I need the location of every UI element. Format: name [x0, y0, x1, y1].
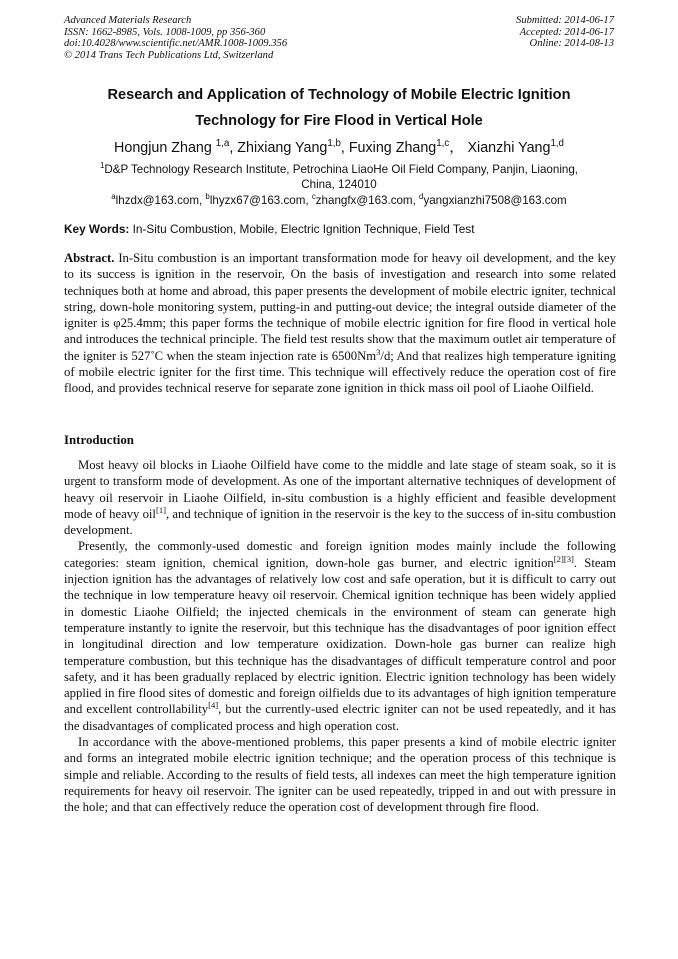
- affiliation: $^1$D&P Technology Research Institute, Petrochina LiaoHe Oil Field Company, Panjin, Liaoning, China, 124010: [70, 163, 608, 192]
- email: $^d$yangxianzhi7508@163.com: [419, 192, 567, 207]
- email-list: [40, 194, 638, 208]
- introduction-body: [64, 457, 616, 816]
- journal-header: [64, 15, 287, 61]
- paragraph: Presently, the commonly-used domestic and foreign ignition modes mainly include the following categories: steam ignition, chemical ignition, down-hole gas burner, and electric ignition[2][3]. Steam injection ignition has the advantages of relatively low cost and safe operation, but it is difficult to carry out the technique in low temperature heavy oil reservoir. Chemical ignition technique has been widely applied in domestic Liaohe Oilfield; the injected chemicals in the environment of steam can generate high temperature instantly to ignite the reservoir, but this technique has the disadvantages of poor ignition effect in longitudinal direction and low temperature oxidization. Down-hole gas burner can realize high temperature combustion, but this technique has the disadvantages of difficult temperature control and poor safety, and it has been gradually replaced by electric ignition. Electric ignition technology has been widely applied in fire flood sites of domestic and foreign oilfields due to its advantages of high ignition temperature and excellent controllability[4], but the currently-used electric igniter can not be used repeatedly, and it has the disadvantages of complicated process and high operation cost.: [64, 539, 616, 733]
- email: $^a$lhzdx@163.com,: [111, 192, 206, 207]
- title-line-2: Technology for Fire Flood in Vertical Hole: [195, 113, 483, 129]
- author-list: [40, 139, 638, 157]
- abstract: Abstract. In-Situ combustion is an important transformation mode for heavy oil development, and the key to its success is ignition in the reservoir, On the basis of investigation and research into some related techniques both at home and abroad, this paper presents the development of mobile electric igniter, technical string, down-hole monitoring system, putting-in and putting-out device; the integral outside diameter of the igniter is φ25.4mm; this paper forms the technique of mobile electric ignition for fire flood in vertical hole and introduces the technical principle. The field test results show that the maximum outlet air temperature of the igniter is 527˚C when the steam injection rate is 6500Nm$^3$/d; And that realizes high temperature igniting of mobile electric igniter for the first time. This technique will effectively reduce the operation cost of fire flood, and provides technical reserve for separate zone ignition in thick mass oil pool of Liaohe Oilfield.: [64, 251, 617, 396]
- issn-line: ISSN: 1662-8985, Vols. 1008-1009, pp 356-360: [64, 26, 266, 38]
- title-line-1: Research and Application of Technology of Mobile Electric Ignition: [107, 87, 571, 103]
- author: Zhixiang Yang$^{1,b}$,: [237, 138, 349, 156]
- submitted-date: Submitted: 2014-06-17: [516, 15, 614, 26]
- copyright-line: © 2014 Trans Tech Publications Ltd, Switzerland: [64, 49, 274, 61]
- author: Fuxing Zhang$^{1,c}$，: [348, 138, 464, 156]
- author: Xianzhi Yang$^{1,d}$: [467, 138, 564, 156]
- paragraph: In accordance with the above-mentioned problems, this paper presents a kind of mobile electric igniter and forms an integrated mobile electric ignition technique; and the operation process of this technique is simple and reliable. According to the results of field tests, all indexes can meet the high temperature ignition requirements for heavy oil reservoir. The igniter can be used repeatedly, tripped in and out with pressure in the hole; and that can effectively reduce the operation cost of development through fire flood.: [64, 735, 616, 815]
- abstract-label: Abstract.: [64, 251, 115, 265]
- author: Hongjun Zhang $^{1,a}$,: [114, 138, 238, 156]
- affiliation-line-2: China, 124010: [301, 177, 377, 191]
- accepted-date: Accepted: 2014-06-17: [519, 26, 614, 38]
- keywords-label: Key Words:: [64, 222, 130, 236]
- dates-header: [516, 15, 614, 50]
- keywords-text: In-Situ Combustion, Mobile, Electric Ignition Technique, Field Test: [129, 222, 475, 236]
- keywords: [64, 222, 616, 236]
- introduction-heading: Introduction: [64, 433, 134, 447]
- journal-name: Advanced Materials Research: [64, 15, 192, 26]
- email: $^c$zhangfx@163.com,: [311, 192, 420, 207]
- email: $^b$lhyzx67@163.com,: [205, 192, 312, 207]
- paragraph: Most heavy oil blocks in Liaohe Oilfield have come to the middle and late stage of steam soak, so it is urgent to transform mode of development. As one of the important alternative techniques of development of heavy oil reservoir in Liaohe Oilfield, in-situ combustion is a highly efficient and feasible development mode of heavy oil[1], and technique of ignition in the reservoir is the key to the success of in-situ combustion development.: [64, 458, 616, 538]
- doi-line: doi:10.4028/www.scientific.net/AMR.1008-1009.356: [64, 38, 288, 50]
- paper-title: [40, 82, 638, 134]
- online-date: Online: 2014-08-13: [529, 38, 614, 50]
- affiliation-line-1: D&P Technology Research Institute, Petrochina LiaoHe Oil Field Company, Panjin, Liaoning,: [104, 163, 579, 176]
